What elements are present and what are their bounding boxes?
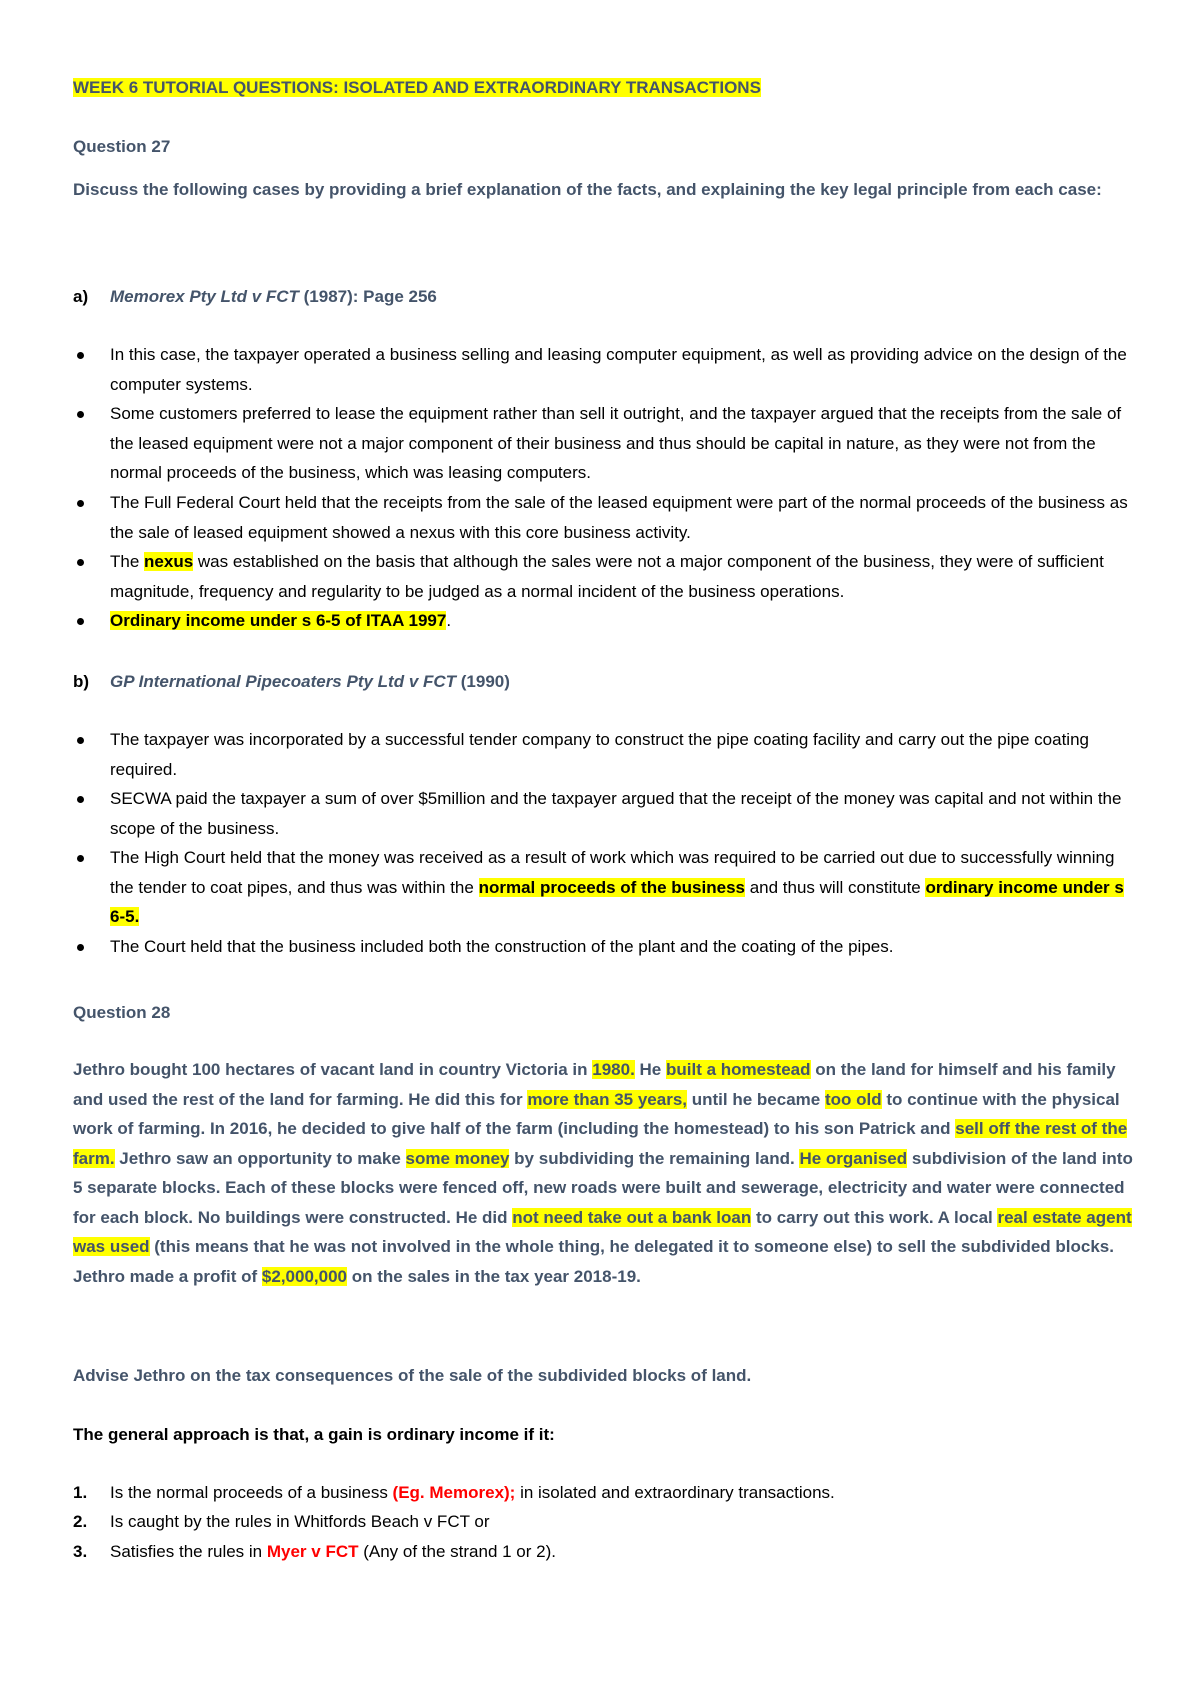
case-a-bullet: Ordinary income under s 6-5 of ITAA 1997.: [110, 606, 1140, 636]
bullet-icon: [77, 796, 84, 803]
question-27-heading: Question 27: [73, 137, 171, 156]
case-a-bullet: The nexus was established on the basis that although the sales were not a major component of the business, they were of sufficient magnitude, frequency and regularity to be judged as a normal incident of the business operations.: [110, 547, 1140, 606]
question-28-advise: Advise Jethro on the tax consequences of the sale of the subdivided blocks of land.: [73, 1366, 752, 1385]
bullet-icon: [77, 855, 84, 862]
case-a-bullet: Some customers preferred to lease the equipment rather than sell it outright, and the taxpayer argued that the receipts from the sale of the leased equipment were not a major component of their business and thus should be capital in nature, as they were not from the normal proceeds of the business, which was leasing computers.: [110, 399, 1140, 488]
bullet-icon: [77, 737, 84, 744]
case-b-heading: b) GP International Pipecoaters Pty Ltd v FCT (1990): [73, 672, 510, 691]
bullet-icon: [77, 618, 84, 625]
question-28-scenario: Jethro bought 100 hectares of vacant land in country Victoria in 1980. He built a homestead on the land for himself and his family and used the rest of the land for farming. He did this for more than 35 years, until he became too old to continue with the physical work of farming. In 2016, he decided to give half of the farm (including the homestead) to his son Patrick and sell off the rest of the farm. Jethro saw an opportunity to make some money by subdividing the remaining land. He organised subdivision of the land into 5 separate blocks. Each of these blocks were fenced off, new roads were built and sewerage, electricity and water were connected for each block. No buildings were constructed. He did not need take out a bank loan to carry out this work. A local real estate agent was used (this means that he was not involved in the whole thing, he delegated it to someone else) to sell the subdivided blocks. Jethro made a profit of $2,000,000 on the sales in the tax year 2018-19.: [73, 1060, 1133, 1286]
bullet-icon: [77, 411, 84, 418]
page-title: WEEK 6 TUTORIAL QUESTIONS: ISOLATED AND EXTRAORDINARY TRANSACTIONS: [73, 78, 761, 97]
bullet-icon: [77, 500, 84, 507]
bullet-icon: [77, 944, 84, 951]
case-a-bullet: In this case, the taxpayer operated a business selling and leasing computer equipment, as well as providing advice on the design of the computer systems.: [110, 340, 1140, 399]
list-item: 1. Is the normal proceeds of a business (Eg. Memorex); in isolated and extraordinary transactions.: [73, 1483, 835, 1502]
case-b-bullet: The taxpayer was incorporated by a successful tender company to construct the pipe coating facility and carry out the pipe coating required.: [110, 725, 1140, 784]
list-item: 3. Satisfies the rules in Myer v FCT (Any of the strand 1 or 2).: [73, 1542, 556, 1561]
question-28-heading: Question 28: [73, 1003, 171, 1022]
case-a-bullet: The Full Federal Court held that the receipts from the sale of the leased equipment were part of the normal proceeds of the business as the sale of leased equipment showed a nexus with this core business activity.: [110, 488, 1140, 547]
list-item: 2. Is caught by the rules in Whitfords Beach v FCT or: [73, 1512, 490, 1531]
general-approach: The general approach is that, a gain is ordinary income if it:: [73, 1425, 555, 1444]
case-b-bullet: The High Court held that the money was received as a result of work which was required to be carried out due to successfully winning the tender to coat pipes, and thus was within the normal proceeds of the business and thus will constitute ordinary income under s 6-5.: [110, 843, 1140, 932]
case-a-heading: a) Memorex Pty Ltd v FCT (1987): Page 256: [73, 287, 437, 306]
question-27-intro: Discuss the following cases by providing a brief explanation of the facts, and explaining the key legal principle from each case:: [73, 180, 1102, 199]
bullet-icon: [77, 352, 84, 359]
bullet-icon: [77, 559, 84, 566]
case-b-bullet: The Court held that the business included both the construction of the plant and the coating of the pipes.: [110, 932, 1140, 962]
case-b-bullet: SECWA paid the taxpayer a sum of over $5million and the taxpayer argued that the receipt of the money was capital and not within the scope of the business.: [110, 784, 1140, 843]
